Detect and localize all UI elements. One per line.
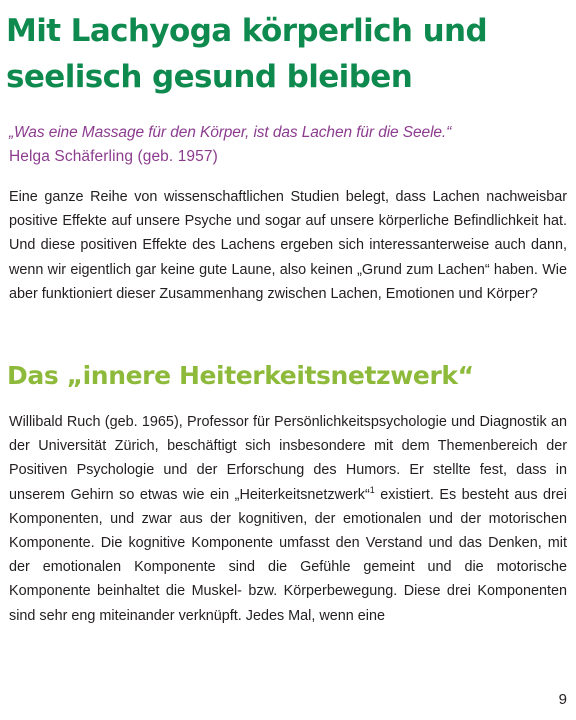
intro-paragraph: Eine ganze Reihe von wissenschaftlichen Studien belegt, dass Lachen nachweisbar positive Effekte auf unsere Psyche und sogar auf unsere körperliche Befindlichkeit hat. Und diese positiven Effekte des Lachens ergeben sich interessanterweise auch dann, wenn wir eigentlich gar keine gute Laune, also keinen „Grund zum Lachen“ haben. Wie aber funktioniert dieser Zusammenhang zwischen Lachen, Emotionen und Körper?	[9, 189, 567, 302]
body-paragraph	[9, 410, 567, 628]
body-text-part-1: Willibald Ruch (geb. 1965), Professor für Persönlichkeitspsychologie und Diagnostik an der Universität Zürich, beschäftigt sich insbesondere mit dem Themenbereich der Positiven Psychologie und der Erforschung des Humors. Er stellte fest, dass in unserem Gehirn so etwas wie ein „Heiterkeitsnetzwerk“	[9, 414, 567, 503]
epigraph-author: Helga Schäferling (geb. 1957)	[9, 148, 218, 165]
section-heading: Das „innere Heiterkeitsnetzwerk“	[7, 361, 474, 390]
epigraph-quote: „Was eine Massage für den Körper, ist das Lachen für die Seele.“	[9, 124, 452, 141]
page-title: Mit Lachyoga körperlich und seelisch gesund bleiben	[6, 13, 488, 95]
epigraph	[9, 121, 569, 169]
page-number: 9	[558, 691, 567, 708]
footnote-reference: 1	[369, 484, 375, 495]
body-text-part-2: existiert. Es besteht aus drei Komponenten, und zwar aus der kognitiven, der emotionalen und der motorischen Komponente. Die kognitive Komponente umfasst den Verstand und das Denken, mit der emotionalen Komponente sind die Gefühle gemeint und die motorische Komponente beinhaltet die Muskel- bzw. Körperbewegung. Diese drei Komponenten sind sehr eng miteinander verknüpft. Jedes Mal, wenn eine	[9, 486, 567, 624]
